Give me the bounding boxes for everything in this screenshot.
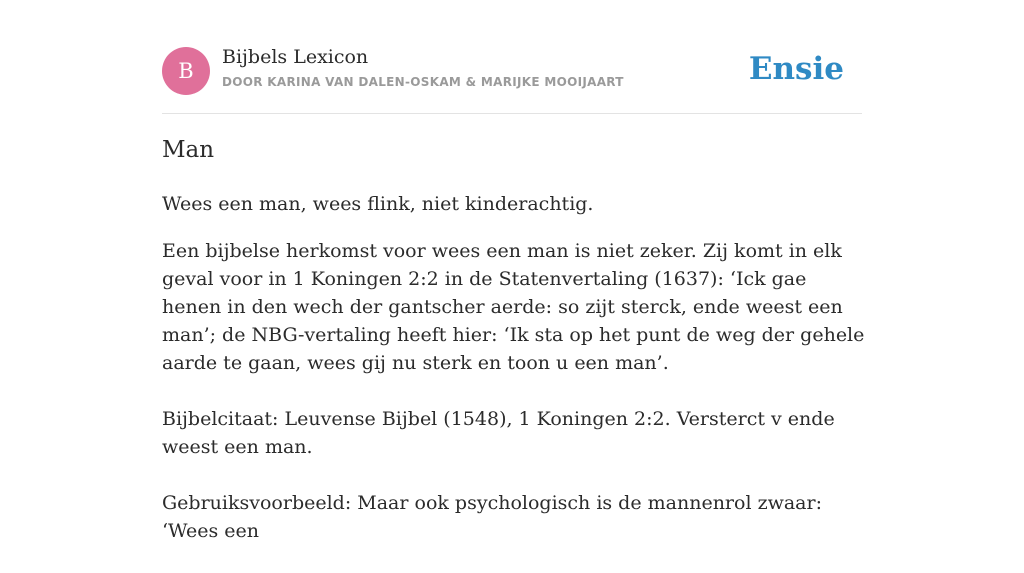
body-paragraph: Gebruiksvoorbeeld: Maar ook psychologisch is de mannenrol zwaar: ‘Wees een — [162, 492, 822, 542]
entry-definition: Wees een man, wees flink, niet kinderachtig. — [162, 193, 594, 215]
entry-body — [162, 237, 870, 573]
authors-byline: DOOR KARINA VAN DALEN-OSKAM & MARIJKE MOOIJAART — [222, 75, 624, 89]
article-page — [162, 0, 865, 542]
body-paragraph: Een bijbelse herkomst voor wees een man is niet zeker. Zij komt in elk geval voor in 1 Koningen 2:2 in de Statenvertaling (1637): ‘Ick gae henen in den wech der gantscher aerde: so zijt sterck, ende weest een man’; de NBG-vertaling heeft hier: ‘Ik sta op het punt de weg der gehele aarde te gaan, wees gij nu sterk en toon u een man’. — [162, 240, 865, 374]
source-header — [162, 0, 862, 114]
body-paragraph: Bijbelcitaat: Leuvense Bijbel (1548), 1 Koningen 2:2. Versterct v ende weest een man. — [162, 408, 835, 458]
ensie-logo[interactable]: Ensie — [748, 51, 844, 87]
entry-title: Man — [162, 137, 215, 163]
avatar[interactable]: B — [162, 47, 210, 95]
book-title-link[interactable]: Bijbels Lexicon — [222, 46, 369, 68]
